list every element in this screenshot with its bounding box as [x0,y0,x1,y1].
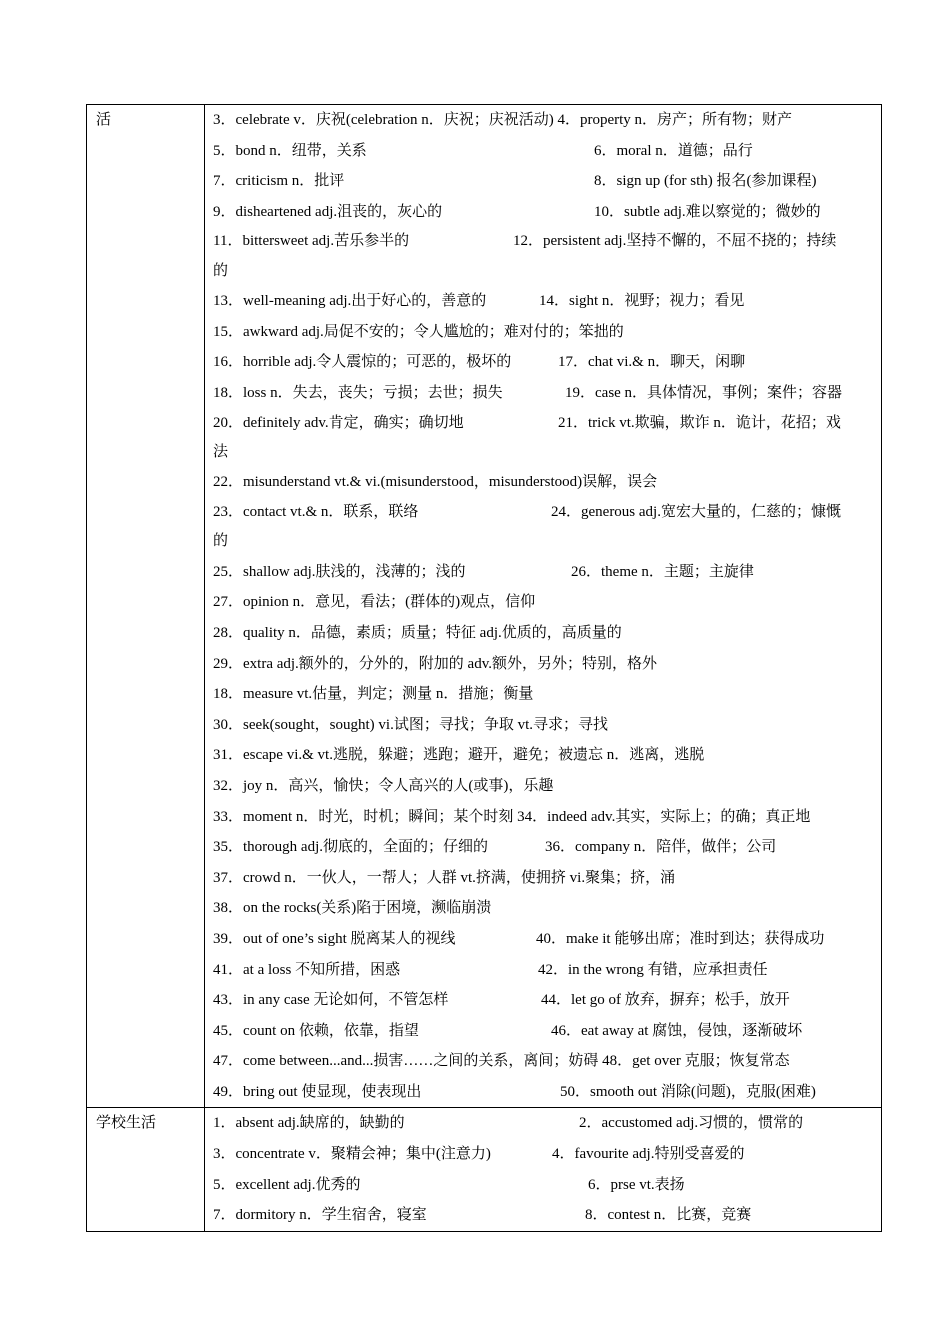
entry-line [213,832,872,863]
entry-line [213,618,872,649]
entry-line [213,1108,872,1139]
entry-left: 13．well-meaning adj.出于好心的，善意的 [213,293,487,310]
section-row-school-life [87,1108,882,1231]
entry-right: 14．sight n．视野；视力；看见 [539,293,745,310]
entry-right: 10．subtle adj.难以察觉的；微妙的 [594,203,821,220]
entry-right: 50．smooth out 消除(问题)，克服(困难) [560,1083,816,1100]
entry-line [213,1139,872,1170]
entry-line [213,197,872,228]
entry-left: 39．out of one’s sight 脱离某人的视线 [213,930,456,947]
entry-continuation: 法 [213,443,229,460]
entry-left: 45．count on 依赖，依靠，指望 [213,1022,419,1039]
entry-line [213,286,872,317]
entry-right: 4．favourite adj.特别受喜爱的 [552,1146,745,1163]
entry-left: 15．awkward adj.局促不安的；令人尴尬的；难对付的；笨拙的 [213,323,624,340]
entry-left: 3．concentrate v．聚精会神；集中(注意力) [213,1146,491,1163]
entry-line [213,1200,872,1231]
entry-line [213,136,872,167]
entry-right: 6．moral n．道德；品行 [594,142,753,159]
entry-right: 17．chat vi.& n．聊天，闲聊 [558,354,746,371]
entry-line [213,1046,872,1077]
entry-left: 25．shallow adj.肤浅的，浅薄的；浅的 [213,563,466,580]
entry-left: 47．come between...and...损害……之间的关系，离间；妨碍 48．get over 克服；恢复常态 [213,1053,790,1070]
entry-line [213,893,872,924]
entry-left: 33．moment n．时光，时机；瞬间；某个时刻 34．indeed adv.其实，实际上；的确；真正地 [213,808,811,825]
entry-left: 11．bittersweet adj.苦乐参半的 [213,233,410,250]
entry-line [213,1170,872,1201]
entry-right: 8．contest n．比赛，竞赛 [585,1207,752,1224]
entry-line [213,409,872,468]
entry-left: 37．crowd n．一伙人，一帮人；人群 vt.挤满，使拥挤 vi.聚集；挤，涌 [213,869,676,886]
entry-line [213,317,872,348]
entries-cell [205,1108,882,1231]
entry-left: 22．misunderstand vt.& vi.(misunderstood，misunderstood)误解，误会 [213,474,658,491]
entry-right: 2．accustomed adj.习惯的，惯常的 [579,1115,804,1132]
entry-right: 24．generous adj.宽宏大量的，仁慈的；慷慨 [551,503,841,520]
entry-line [213,378,872,409]
entry-left: 7．criticism n．批评 [213,173,345,190]
entry-left: 30．seek(sought，sought) vi.试图；寻找；争取 vt.寻求；寻找 [213,716,608,733]
entry-line [213,467,872,498]
entry-line [213,740,872,771]
entry-left: 29．extra adj.额外的，分外的，附加的 adv.额外，另外；特别，格外 [213,655,657,672]
entry-line [213,105,872,136]
entry-left: 20．definitely adv.肯定，确实；确切地 [213,414,464,431]
entry-left: 31．escape vi.& vt.逃脱，躲避；逃跑；避开，避免；被遗忘 n．逃离，逃脱 [213,747,705,764]
entry-left: 38．on the rocks(关系)陷于困境，濒临崩溃 [213,900,492,917]
entry-left: 5．bond n．纽带，关系 [213,142,367,159]
entry-line [213,649,872,680]
entry-left: 1．absent adj.缺席的，缺勤的 [213,1115,405,1132]
entry-line [213,1016,872,1047]
entry-line [213,347,872,378]
entry-right: 12．persistent adj.坚持不懈的，不屈不挠的；持续 [513,233,837,250]
entry-line [213,771,872,802]
entry-left: 3．celebrate v．庆祝(celebration n．庆祝；庆祝活动) 4．property n．房产；所有物；财产 [213,112,793,128]
entry-right: 21．trick vt.欺骗，欺诈 n．诡计，花招；戏 [558,414,841,431]
entry-left: 41．at a loss 不知所措，困惑 [213,961,401,978]
entry-right: 36．company n．陪伴，做伴；公司 [545,839,777,856]
entry-right: 42．in the wrong 有错，应承担责任 [538,961,768,978]
entry-left: 7．dormitory n．学生宿舍，寝室 [213,1207,427,1224]
entry-left: 28．quality n．品德，素质；质量；特征 adj.优质的，高质量的 [213,624,622,641]
entry-continuation: 的 [213,262,229,279]
entry-left: 49．bring out 使显现，使表现出 [213,1083,422,1100]
entry-line [213,1077,872,1108]
entry-left: 18．loss n．失去，丧失；亏损；去世；损失 [213,384,503,401]
entry-right: 44．let go of 放弃，摒弃；松手，放开 [541,992,790,1009]
entry-line [213,863,872,894]
entry-left: 18．measure vt.估量，判定；测量 n．措施；衡量 [213,686,534,703]
entry-left: 27．opinion n．意见，看法；(群体的)观点，信仰 [213,594,536,611]
entry-left: 43．in any case 无论如何，不管怎样 [213,992,449,1009]
entry-left: 9．disheartened adj.沮丧的，灰心的 [213,203,443,220]
entry-line [213,924,872,955]
entry-line [213,955,872,986]
entry-left: 5．excellent adj.优秀的 [213,1176,361,1193]
category-cell: 活 [87,105,205,1108]
entry-line [213,710,872,741]
entry-left: 23．contact vt.& n．联系，联络 [213,503,419,520]
entry-line [213,227,872,286]
entries-cell [205,105,882,1108]
entry-left: 35．thorough adj.彻底的，全面的；仔细的 [213,839,488,856]
entry-line [213,557,872,588]
entry-left: 16．horrible adj.令人震惊的；可恶的，极坏的 [213,354,512,371]
entry-continuation: 的 [213,533,229,550]
entry-right: 8．sign up (for sth) 报名(参加课程) [594,173,817,190]
entry-right: 6．prse vt.表扬 [588,1176,685,1193]
entry-line [213,166,872,197]
vocabulary-table [86,104,882,1232]
entry-line [213,587,872,618]
entry-line [213,498,872,557]
category-cell: 学校生活 [87,1108,205,1231]
entry-right: 40．make it 能够出席；准时到达；获得成功 [536,930,825,947]
entry-right: 46．eat away at 腐蚀，侵蚀，逐渐破坏 [551,1022,803,1039]
entry-line [213,679,872,710]
entry-right: 26．theme n．主题；主旋律 [571,563,754,580]
section-row-life [87,105,882,1108]
entry-right: 19．case n．具体情况，事例；案件；容器 [565,384,843,401]
entry-line [213,985,872,1016]
entry-left: 32．joy n．高兴，愉快；令人高兴的人(或事)，乐趣 [213,777,554,794]
entry-line [213,802,872,833]
